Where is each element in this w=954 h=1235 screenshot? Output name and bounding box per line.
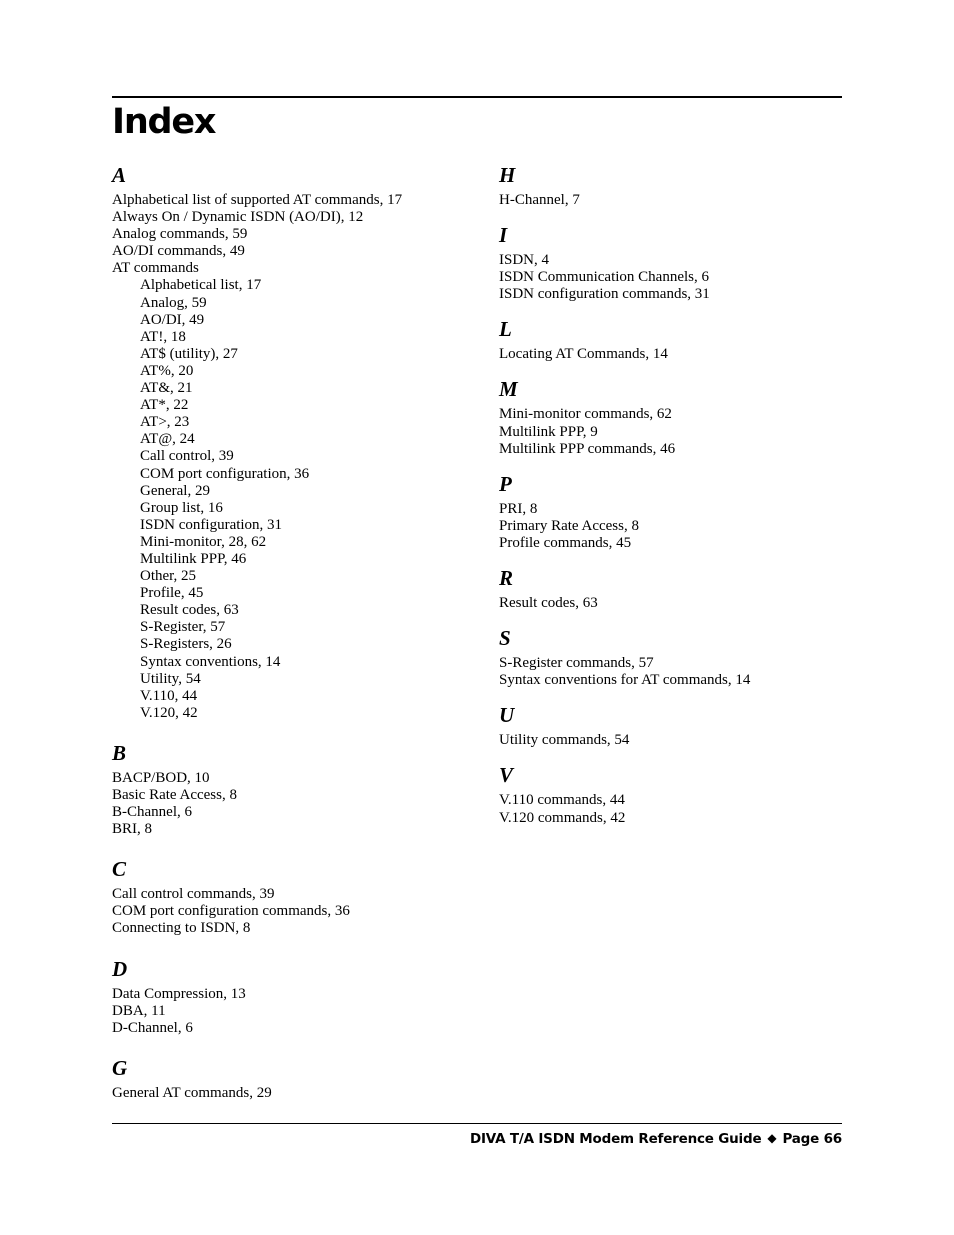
index-entry-list <box>112 770 472 838</box>
section-letter: M <box>499 377 518 402</box>
index-subentry: Mini-monitor, 28, 62 <box>140 533 267 550</box>
index-section-d <box>112 956 472 1037</box>
section-letter: H <box>499 163 516 187</box>
index-section-r <box>499 565 842 612</box>
index-entry: Profile commands, 45 <box>499 534 632 551</box>
index-entry-list <box>499 732 842 749</box>
index-entry: DBA, 11 <box>112 1002 166 1019</box>
index-entry: BRI, 8 <box>112 821 153 838</box>
index-entry: Locating AT Commands, 14 <box>499 346 668 363</box>
top-rule <box>112 96 842 98</box>
index-subentry: AT!, 18 <box>140 328 186 345</box>
index-subentry: AT%, 20 <box>140 362 194 379</box>
index-subentry: Analog, 59 <box>140 294 207 311</box>
diamond-icon: ◆ <box>767 1131 777 1145</box>
index-entry: Connecting to ISDN, 8 <box>112 920 251 937</box>
footer-doc-title: DIVA T/A ISDN Modem Reference Guide <box>469 1131 762 1147</box>
section-letter: B <box>112 740 127 765</box>
index-subentry: Profile, 45 <box>140 585 204 602</box>
index-entry: BACP/BOD, 10 <box>112 769 210 786</box>
section-letter: G <box>112 1055 128 1080</box>
index-entry: S-Register commands, 57 <box>499 655 654 672</box>
index-section-g <box>112 1055 472 1102</box>
section-letter: A <box>112 163 127 187</box>
index-entry-list <box>112 1085 472 1102</box>
index-subentry: Syntax conventions, 14 <box>140 653 281 670</box>
index-entry: AT commands <box>112 260 199 277</box>
index-subentry: Group list, 16 <box>140 499 223 516</box>
index-section-u <box>499 702 842 749</box>
index-entry: COM port configuration commands, 36 <box>112 903 350 920</box>
index-subentry: AT>, 23 <box>140 414 190 431</box>
index-section-m <box>499 376 842 457</box>
footer-page-number: Page 66 <box>782 1131 842 1147</box>
index-entry: B-Channel, 6 <box>112 804 192 821</box>
index-entry-list <box>112 192 472 722</box>
index-left-column <box>112 162 472 1102</box>
section-letter: S <box>499 626 511 651</box>
index-subentry: Result codes, 63 <box>140 602 239 619</box>
index-section-s <box>499 625 842 689</box>
index-section-l <box>499 316 842 363</box>
index-entry: Multilink PPP, 9 <box>499 423 598 440</box>
index-section-p <box>499 471 842 552</box>
index-entry-list <box>499 192 842 209</box>
index-subentry: Alphabetical list, 17 <box>140 277 262 294</box>
index-subentry: S-Registers, 26 <box>140 636 232 653</box>
index-entry: Alphabetical list of supported AT commands, 17 <box>112 192 403 208</box>
index-entry: Basic Rate Access, 8 <box>112 787 237 803</box>
index-entry: Always On / Dynamic ISDN (AO/DI), 12 <box>112 209 364 226</box>
index-section-h <box>499 162 842 209</box>
index-entry: ISDN, 4 <box>499 252 550 269</box>
index-entry: V.120 commands, 42 <box>499 809 626 826</box>
index-entry-list <box>499 792 842 826</box>
index-entry: Syntax conventions for AT commands, 14 <box>499 672 751 689</box>
index-subentry: V.110, 44 <box>140 687 198 704</box>
index-subentry: Utility, 54 <box>140 670 201 687</box>
index-entry: Primary Rate Access, 8 <box>499 517 639 534</box>
index-entry: PRI, 8 <box>499 500 538 517</box>
section-letter: R <box>499 566 514 591</box>
index-subentry: AT*, 22 <box>140 397 189 414</box>
index-entry: V.110 commands, 44 <box>499 792 625 809</box>
index-entry: General AT commands, 29 <box>112 1084 272 1101</box>
page-title: Index <box>112 102 216 142</box>
section-letter: V <box>499 763 514 788</box>
index-entry-list <box>499 595 842 612</box>
index-section-i <box>499 222 842 303</box>
index-subentry: Multilink PPP, 46 <box>140 550 247 567</box>
index-entry: Call control commands, 39 <box>112 886 275 903</box>
index-subentry: COM port configuration, 36 <box>140 465 310 482</box>
index-entry: D-Channel, 6 <box>112 1019 193 1036</box>
index-subentry: AT&, 21 <box>140 380 193 397</box>
index-entry: AO/DI commands, 49 <box>112 243 245 260</box>
section-letter: L <box>499 317 512 342</box>
footer-rule <box>112 1123 842 1124</box>
index-subentry: Call control, 39 <box>140 448 234 465</box>
index-section-a <box>112 162 472 722</box>
index-subentry: ISDN configuration, 31 <box>140 516 283 533</box>
index-subentry: AT$ (utility), 27 <box>140 345 238 362</box>
index-entry-list <box>499 406 842 457</box>
index-entry-list <box>112 986 472 1037</box>
index-entry: Multilink PPP commands, 46 <box>499 440 676 457</box>
index-section-c <box>112 856 472 937</box>
index-subentry: S-Register, 57 <box>140 619 226 636</box>
index-entry: Result codes, 63 <box>499 595 598 612</box>
index-right-column <box>499 162 842 827</box>
index-subentry: V.120, 42 <box>140 704 198 721</box>
index-entry-list <box>499 501 842 552</box>
index-entry: Analog commands, 59 <box>112 226 248 243</box>
index-entry: Utility commands, 54 <box>499 732 630 749</box>
section-letter: U <box>499 703 515 728</box>
page-footer <box>470 1131 842 1147</box>
section-letter: C <box>112 857 127 882</box>
index-entry: Mini-monitor commands, 62 <box>499 406 672 423</box>
index-entry: ISDN Communication Channels, 6 <box>499 269 709 286</box>
index-subentry: Other, 25 <box>140 568 197 585</box>
index-subentry: AT@, 24 <box>140 431 195 448</box>
section-letter: I <box>499 223 508 248</box>
index-entry: ISDN configuration commands, 31 <box>499 286 710 303</box>
index-entry-list <box>499 252 842 303</box>
index-entry-list <box>499 346 842 363</box>
index-entry-list <box>499 655 842 689</box>
index-section-b <box>112 740 472 838</box>
index-subentry: AO/DI, 49 <box>140 311 205 328</box>
index-entry-list <box>112 886 472 937</box>
index-subentry: General, 29 <box>140 482 210 499</box>
index-section-v <box>499 762 842 826</box>
section-letter: D <box>112 956 128 981</box>
section-letter: P <box>499 471 512 496</box>
index-entry: Data Compression, 13 <box>112 985 246 1002</box>
index-entry: H-Channel, 7 <box>499 192 580 208</box>
